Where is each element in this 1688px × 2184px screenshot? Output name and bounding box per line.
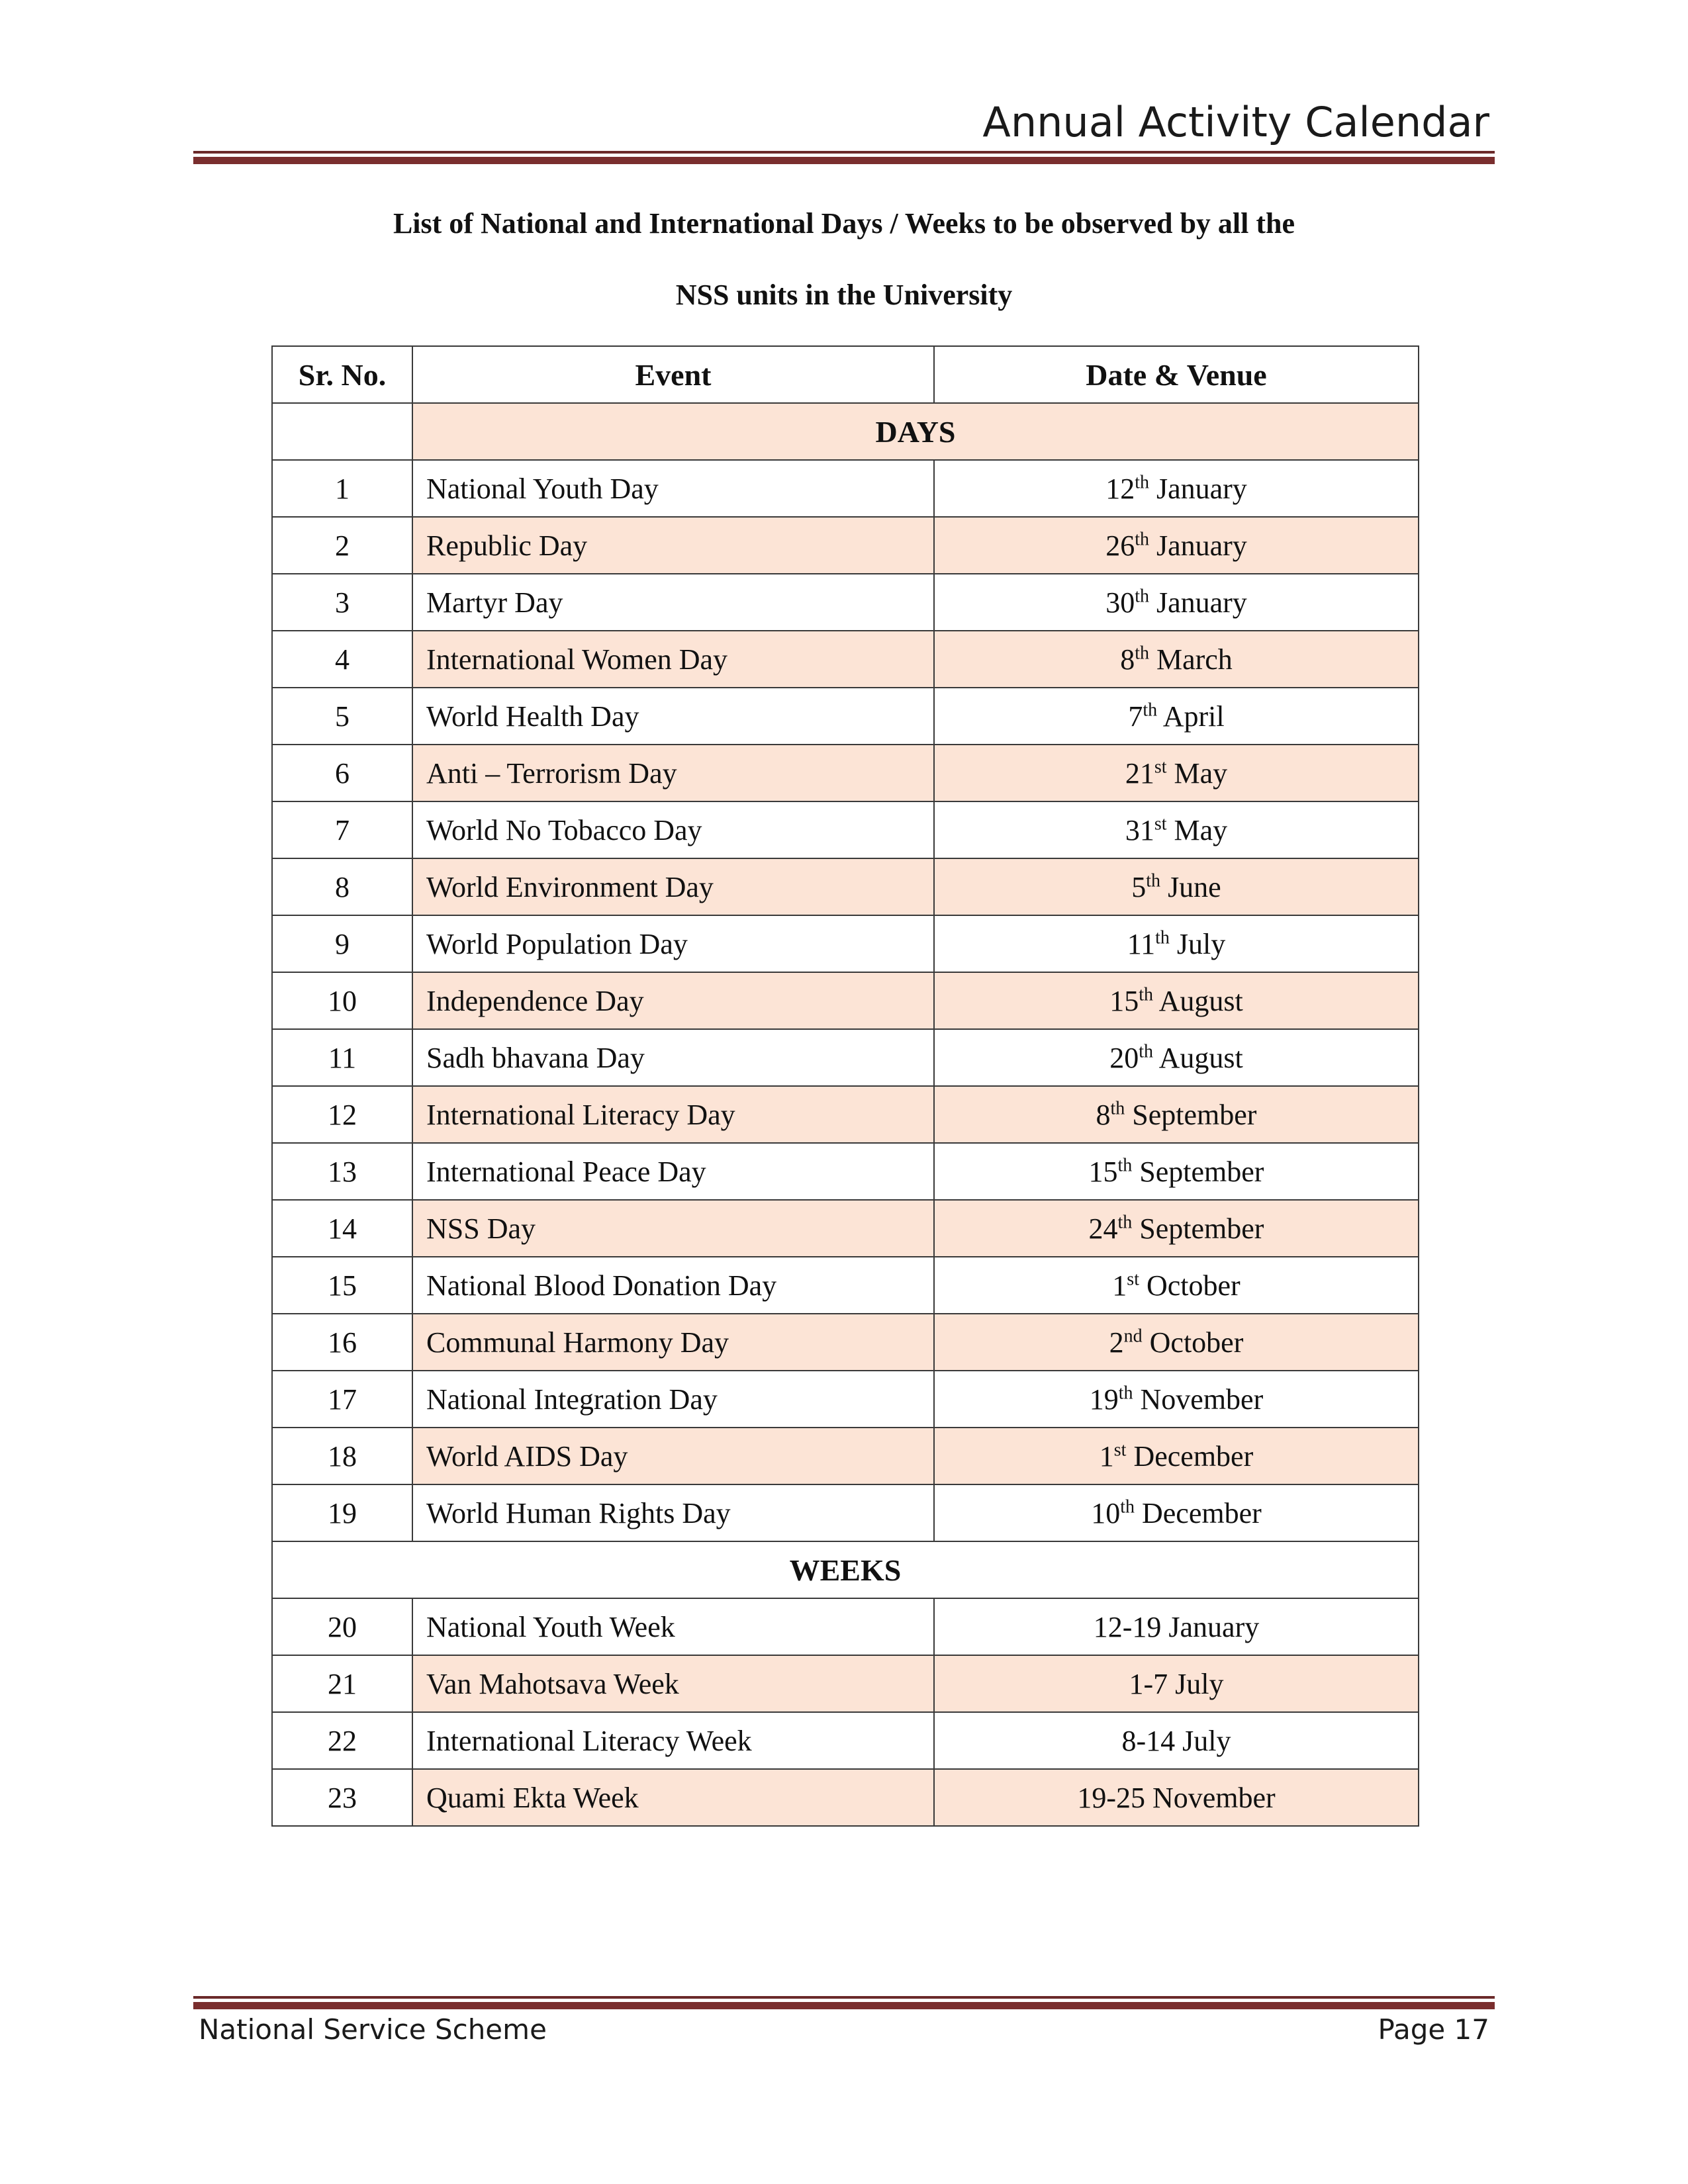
date-day: 10 — [1091, 1496, 1121, 1529]
date-day: 1 — [1099, 1439, 1114, 1473]
cell-event: Republic Day — [412, 517, 934, 574]
cell-event: Martyr Day — [412, 574, 934, 631]
date-day: 31 — [1125, 813, 1154, 846]
date-day: 24 — [1088, 1212, 1118, 1245]
date-day: 19 — [1089, 1383, 1119, 1416]
cell-event: National Youth Week — [412, 1598, 934, 1655]
table-row — [272, 915, 1419, 972]
cell-event: International Peace Day — [412, 1143, 934, 1200]
date-day: 8 — [1120, 643, 1135, 676]
table-row — [272, 1143, 1419, 1200]
cell-sr-no: 19 — [272, 1484, 412, 1541]
cell-sr-no: 6 — [272, 745, 412, 801]
cell-event: World Environment Day — [412, 858, 934, 915]
cell-event: Anti – Terrorism Day — [412, 745, 934, 801]
cell-date — [934, 460, 1419, 517]
table-row — [272, 1200, 1419, 1257]
date-month: September — [1139, 1155, 1264, 1188]
date-day: 15 — [1109, 984, 1139, 1017]
date-month: January — [1156, 529, 1247, 562]
date-ordinal-suffix: th — [1135, 528, 1149, 549]
cell-date — [934, 1257, 1419, 1314]
date-month: June — [1168, 870, 1221, 903]
cell-date — [934, 801, 1419, 858]
date-day: 30 — [1105, 586, 1135, 619]
cell-event: Communal Harmony Day — [412, 1314, 934, 1371]
cell-sr-no: 9 — [272, 915, 412, 972]
cell-date: 19-25 November — [934, 1769, 1419, 1826]
header-title: Annual Activity Calendar — [982, 98, 1489, 146]
cell-date — [934, 517, 1419, 574]
date-day: 7 — [1128, 700, 1143, 733]
cell-sr-no: 4 — [272, 631, 412, 688]
cell-sr-no: 18 — [272, 1428, 412, 1484]
date-day: 2 — [1109, 1326, 1124, 1359]
date-ordinal-suffix: nd — [1123, 1325, 1143, 1346]
table-row — [272, 1314, 1419, 1371]
date-day: 12 — [1105, 472, 1135, 505]
date-month: July — [1176, 927, 1226, 960]
cell-sr-no: 10 — [272, 972, 412, 1029]
date-ordinal-suffix: st — [1127, 1268, 1139, 1289]
date-month: November — [1140, 1383, 1264, 1416]
cell-sr-no: 2 — [272, 517, 412, 574]
cell-sr-no: 16 — [272, 1314, 412, 1371]
cell-event: World Population Day — [412, 915, 934, 972]
table-row — [272, 460, 1419, 517]
cell-event: International Women Day — [412, 631, 934, 688]
date-month: March — [1156, 643, 1233, 676]
column-header-sr-no: Sr. No. — [272, 346, 412, 403]
cell-sr-no: 23 — [272, 1769, 412, 1826]
cell-date: 8-14 July — [934, 1712, 1419, 1769]
date-ordinal-suffix: st — [1154, 756, 1167, 777]
cell-sr-no: 8 — [272, 858, 412, 915]
cell-event: Quami Ekta Week — [412, 1769, 934, 1826]
cell-sr-no: 7 — [272, 801, 412, 858]
date-month: September — [1132, 1098, 1257, 1131]
date-ordinal-suffix: th — [1117, 1154, 1133, 1175]
cell-event: World Health Day — [412, 688, 934, 745]
table-row — [272, 1598, 1419, 1655]
table-row — [272, 1769, 1419, 1826]
cell-sr-no: 3 — [272, 574, 412, 631]
section-row-weeks — [272, 1541, 1419, 1598]
cell-event: International Literacy Day — [412, 1086, 934, 1143]
date-month: April — [1162, 700, 1225, 733]
date-month: October — [1149, 1326, 1244, 1359]
column-header-date-venue: Date & Venue — [934, 346, 1419, 403]
table-row — [272, 517, 1419, 574]
cell-date — [934, 631, 1419, 688]
table-row — [272, 1257, 1419, 1314]
date-month: December — [1133, 1439, 1254, 1473]
date-ordinal-suffix: th — [1135, 471, 1149, 492]
date-month: May — [1174, 813, 1228, 846]
table-row — [272, 1655, 1419, 1712]
date-ordinal-suffix: th — [1155, 927, 1170, 948]
date-month: September — [1139, 1212, 1264, 1245]
table-row — [272, 1484, 1419, 1541]
section-blank-cell — [272, 403, 412, 460]
table-header-row — [272, 346, 1419, 403]
section-row-days — [272, 403, 1419, 460]
date-ordinal-suffix: th — [1118, 1382, 1133, 1403]
column-header-event: Event — [412, 346, 934, 403]
date-day: 15 — [1088, 1155, 1118, 1188]
cell-sr-no: 21 — [272, 1655, 412, 1712]
date-day: 11 — [1127, 927, 1156, 960]
date-ordinal-suffix: th — [1139, 1040, 1154, 1062]
cell-date — [934, 1200, 1419, 1257]
cell-sr-no: 11 — [272, 1029, 412, 1086]
date-day: 5 — [1131, 870, 1147, 903]
footer-divider — [193, 1996, 1495, 2009]
cell-date — [934, 1484, 1419, 1541]
date-day: 1 — [1112, 1269, 1127, 1302]
date-ordinal-suffix: st — [1113, 1439, 1127, 1460]
events-table-body — [272, 346, 1419, 1826]
table-row — [272, 631, 1419, 688]
cell-date — [934, 1371, 1419, 1428]
cell-event: NSS Day — [412, 1200, 934, 1257]
cell-date: 1-7 July — [934, 1655, 1419, 1712]
cell-date — [934, 1314, 1419, 1371]
date-month: January — [1156, 472, 1247, 505]
date-ordinal-suffix: th — [1135, 585, 1149, 606]
cell-event: World Human Rights Day — [412, 1484, 934, 1541]
date-day: 21 — [1125, 756, 1154, 790]
date-ordinal-suffix: th — [1146, 870, 1161, 891]
cell-sr-no: 5 — [272, 688, 412, 745]
section-label: DAYS — [412, 403, 1419, 460]
date-month: August — [1158, 984, 1243, 1017]
cell-date — [934, 1143, 1419, 1200]
date-ordinal-suffix: st — [1154, 813, 1167, 834]
date-month: May — [1174, 756, 1228, 790]
document-title-line-2: NSS units in the University — [675, 279, 1013, 311]
table-row — [272, 858, 1419, 915]
table-row — [272, 1029, 1419, 1086]
table-row — [272, 1371, 1419, 1428]
date-month: October — [1146, 1269, 1241, 1302]
footer-page-number: Page 17 — [1378, 2013, 1489, 2046]
table-row — [272, 1712, 1419, 1769]
events-table — [271, 345, 1419, 1827]
table-row — [272, 1428, 1419, 1484]
date-ordinal-suffix: th — [1110, 1097, 1125, 1118]
date-ordinal-suffix: th — [1120, 1496, 1135, 1517]
cell-event: World AIDS Day — [412, 1428, 934, 1484]
date-ordinal-suffix: th — [1139, 983, 1154, 1005]
date-ordinal-suffix: th — [1117, 1211, 1133, 1232]
document-title-line-1: List of National and International Days / Weeks to be observed by all the — [393, 207, 1295, 240]
cell-event: Sadh bhavana Day — [412, 1029, 934, 1086]
cell-sr-no: 15 — [272, 1257, 412, 1314]
table-row — [272, 801, 1419, 858]
cell-sr-no: 22 — [272, 1712, 412, 1769]
cell-event: National Youth Day — [412, 460, 934, 517]
cell-date — [934, 745, 1419, 801]
cell-event: Independence Day — [412, 972, 934, 1029]
cell-event: World No Tobacco Day — [412, 801, 934, 858]
cell-event: International Literacy Week — [412, 1712, 934, 1769]
cell-date — [934, 1029, 1419, 1086]
date-month: August — [1158, 1041, 1243, 1074]
cell-sr-no: 13 — [272, 1143, 412, 1200]
footer-scheme-name: National Service Scheme — [199, 2013, 547, 2046]
date-month: January — [1156, 586, 1247, 619]
date-day: 20 — [1109, 1041, 1139, 1074]
cell-date — [934, 1086, 1419, 1143]
date-month: December — [1142, 1496, 1262, 1529]
cell-sr-no: 12 — [272, 1086, 412, 1143]
section-label: WEEKS — [272, 1541, 1419, 1598]
table-row — [272, 1086, 1419, 1143]
date-day: 8 — [1096, 1098, 1111, 1131]
cell-date: 12-19 January — [934, 1598, 1419, 1655]
cell-date — [934, 688, 1419, 745]
table-row — [272, 972, 1419, 1029]
header-divider — [193, 151, 1495, 164]
date-day: 26 — [1105, 529, 1135, 562]
cell-date — [934, 858, 1419, 915]
cell-sr-no: 1 — [272, 460, 412, 517]
table-row — [272, 688, 1419, 745]
cell-date — [934, 1428, 1419, 1484]
cell-date — [934, 972, 1419, 1029]
table-row — [272, 745, 1419, 801]
date-ordinal-suffix: th — [1143, 699, 1158, 720]
cell-sr-no: 14 — [272, 1200, 412, 1257]
table-row — [272, 574, 1419, 631]
cell-sr-no: 20 — [272, 1598, 412, 1655]
cell-date — [934, 574, 1419, 631]
date-ordinal-suffix: th — [1135, 642, 1149, 663]
cell-sr-no: 17 — [272, 1371, 412, 1428]
cell-event: Van Mahotsava Week — [412, 1655, 934, 1712]
cell-event: National Integration Day — [412, 1371, 934, 1428]
cell-event: National Blood Donation Day — [412, 1257, 934, 1314]
cell-date — [934, 915, 1419, 972]
